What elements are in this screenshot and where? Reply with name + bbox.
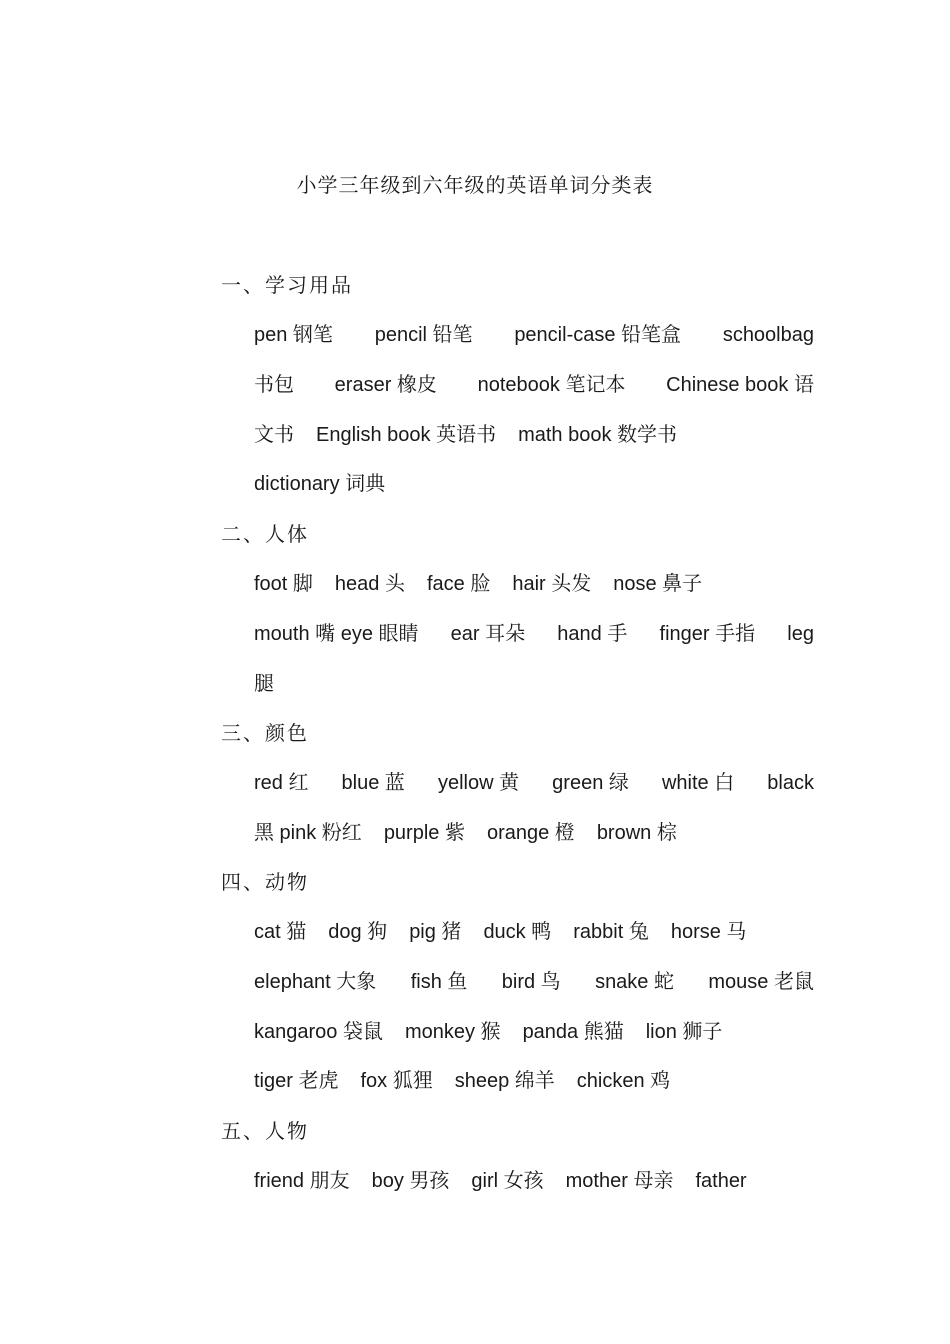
word-entry: Chinese book 语 (666, 374, 814, 396)
word-entry: finger 手指 (659, 623, 756, 645)
word-line (254, 370, 814, 400)
word-line (254, 1166, 814, 1196)
word-entry: cat 猫 (254, 921, 307, 943)
word-line (254, 569, 814, 599)
word-entry: face 脸 (426, 573, 491, 595)
word-entry: rabbit 兔 (573, 921, 649, 943)
word-entry: schoolbag (722, 324, 814, 346)
word-entry: panda 熊猫 (522, 1021, 624, 1043)
word-entry: English book 英语书 (316, 424, 497, 446)
word-entry: mouth 嘴 eye 眼睛 (254, 623, 419, 645)
word-entry: head 头 (334, 573, 405, 595)
word-entry: pencil-case 铅笔盒 (514, 324, 682, 346)
section-heading-colors: 三、颜色 (221, 721, 309, 745)
word-entry: nose 鼻子 (613, 573, 703, 595)
word-entry: blue 蓝 (341, 772, 405, 794)
word-line (254, 669, 814, 699)
word-entry: mouse 老鼠 (708, 971, 814, 993)
word-entry: orange 橙 (486, 822, 575, 844)
word-entry: boy 男孩 (371, 1170, 450, 1192)
word-entry: black (767, 772, 814, 794)
word-entry: hair 头发 (512, 573, 592, 595)
word-entry: mother 母亲 (565, 1170, 674, 1192)
page-title: 小学三年级到六年级的英语单词分类表 (296, 173, 654, 197)
word-entry: eraser 橡皮 (334, 374, 437, 396)
word-entry: kangaroo 袋鼠 (254, 1021, 383, 1043)
word-entry: friend 朋友 (254, 1170, 350, 1192)
word-entry: father (695, 1170, 747, 1192)
word-line (254, 818, 814, 848)
word-entry: ear 耳朵 (450, 623, 526, 645)
word-line (254, 469, 814, 499)
word-line (254, 1066, 814, 1096)
word-entry: elephant 大象 (254, 971, 377, 993)
word-entry: snake 蛇 (595, 971, 674, 993)
word-entry: math book 数学书 (518, 424, 678, 446)
word-entry: dictionary 词典 (254, 473, 386, 495)
word-entry: foot 脚 (254, 573, 313, 595)
word-entry: duck 鸭 (483, 921, 552, 943)
word-entry: girl 女孩 (471, 1170, 544, 1192)
word-entry: brown 棕 (596, 822, 677, 844)
word-line (254, 1017, 814, 1047)
word-entry: horse 马 (670, 921, 747, 943)
word-entry: leg (787, 623, 814, 645)
section-heading-people: 五、人物 (221, 1119, 309, 1143)
word-entry: bird 鸟 (501, 971, 561, 993)
word-entry: hand 手 (557, 623, 628, 645)
word-entry: lion 狮子 (645, 1021, 723, 1043)
section-heading-body: 二、人体 (221, 522, 309, 546)
word-entry: 腿 (254, 673, 274, 695)
word-entry: dog 狗 (328, 921, 388, 943)
word-line (254, 768, 814, 798)
word-entry: notebook 笔记本 (477, 374, 626, 396)
word-entry: monkey 猴 (404, 1021, 501, 1043)
word-line (254, 420, 814, 450)
word-line (254, 320, 814, 350)
word-line (254, 619, 814, 649)
section-heading-animals: 四、动物 (221, 870, 309, 894)
word-entry: white 白 (661, 772, 735, 794)
word-entry: fox 狐狸 (360, 1070, 433, 1092)
word-entry: fish 鱼 (410, 971, 468, 993)
word-entry: red 红 (254, 772, 309, 794)
word-entry: green 绿 (552, 772, 629, 794)
word-entry: chicken 鸡 (576, 1070, 671, 1092)
word-entry: 书包 (254, 374, 294, 396)
word-line (254, 967, 814, 997)
word-entry: yellow 黄 (437, 772, 520, 794)
word-line (254, 917, 814, 947)
word-entry: purple 紫 (383, 822, 465, 844)
word-entry: tiger 老虎 (254, 1070, 339, 1092)
word-entry: pencil 铅笔 (374, 324, 473, 346)
word-entry: 黑 pink 粉红 (254, 822, 362, 844)
word-entry: 文书 (254, 424, 294, 446)
word-entry: pen 钢笔 (254, 324, 333, 346)
word-entry: pig 猪 (409, 921, 462, 943)
section-heading-school-supplies: 一、学习用品 (221, 273, 353, 297)
word-entry: sheep 绵羊 (454, 1070, 555, 1092)
